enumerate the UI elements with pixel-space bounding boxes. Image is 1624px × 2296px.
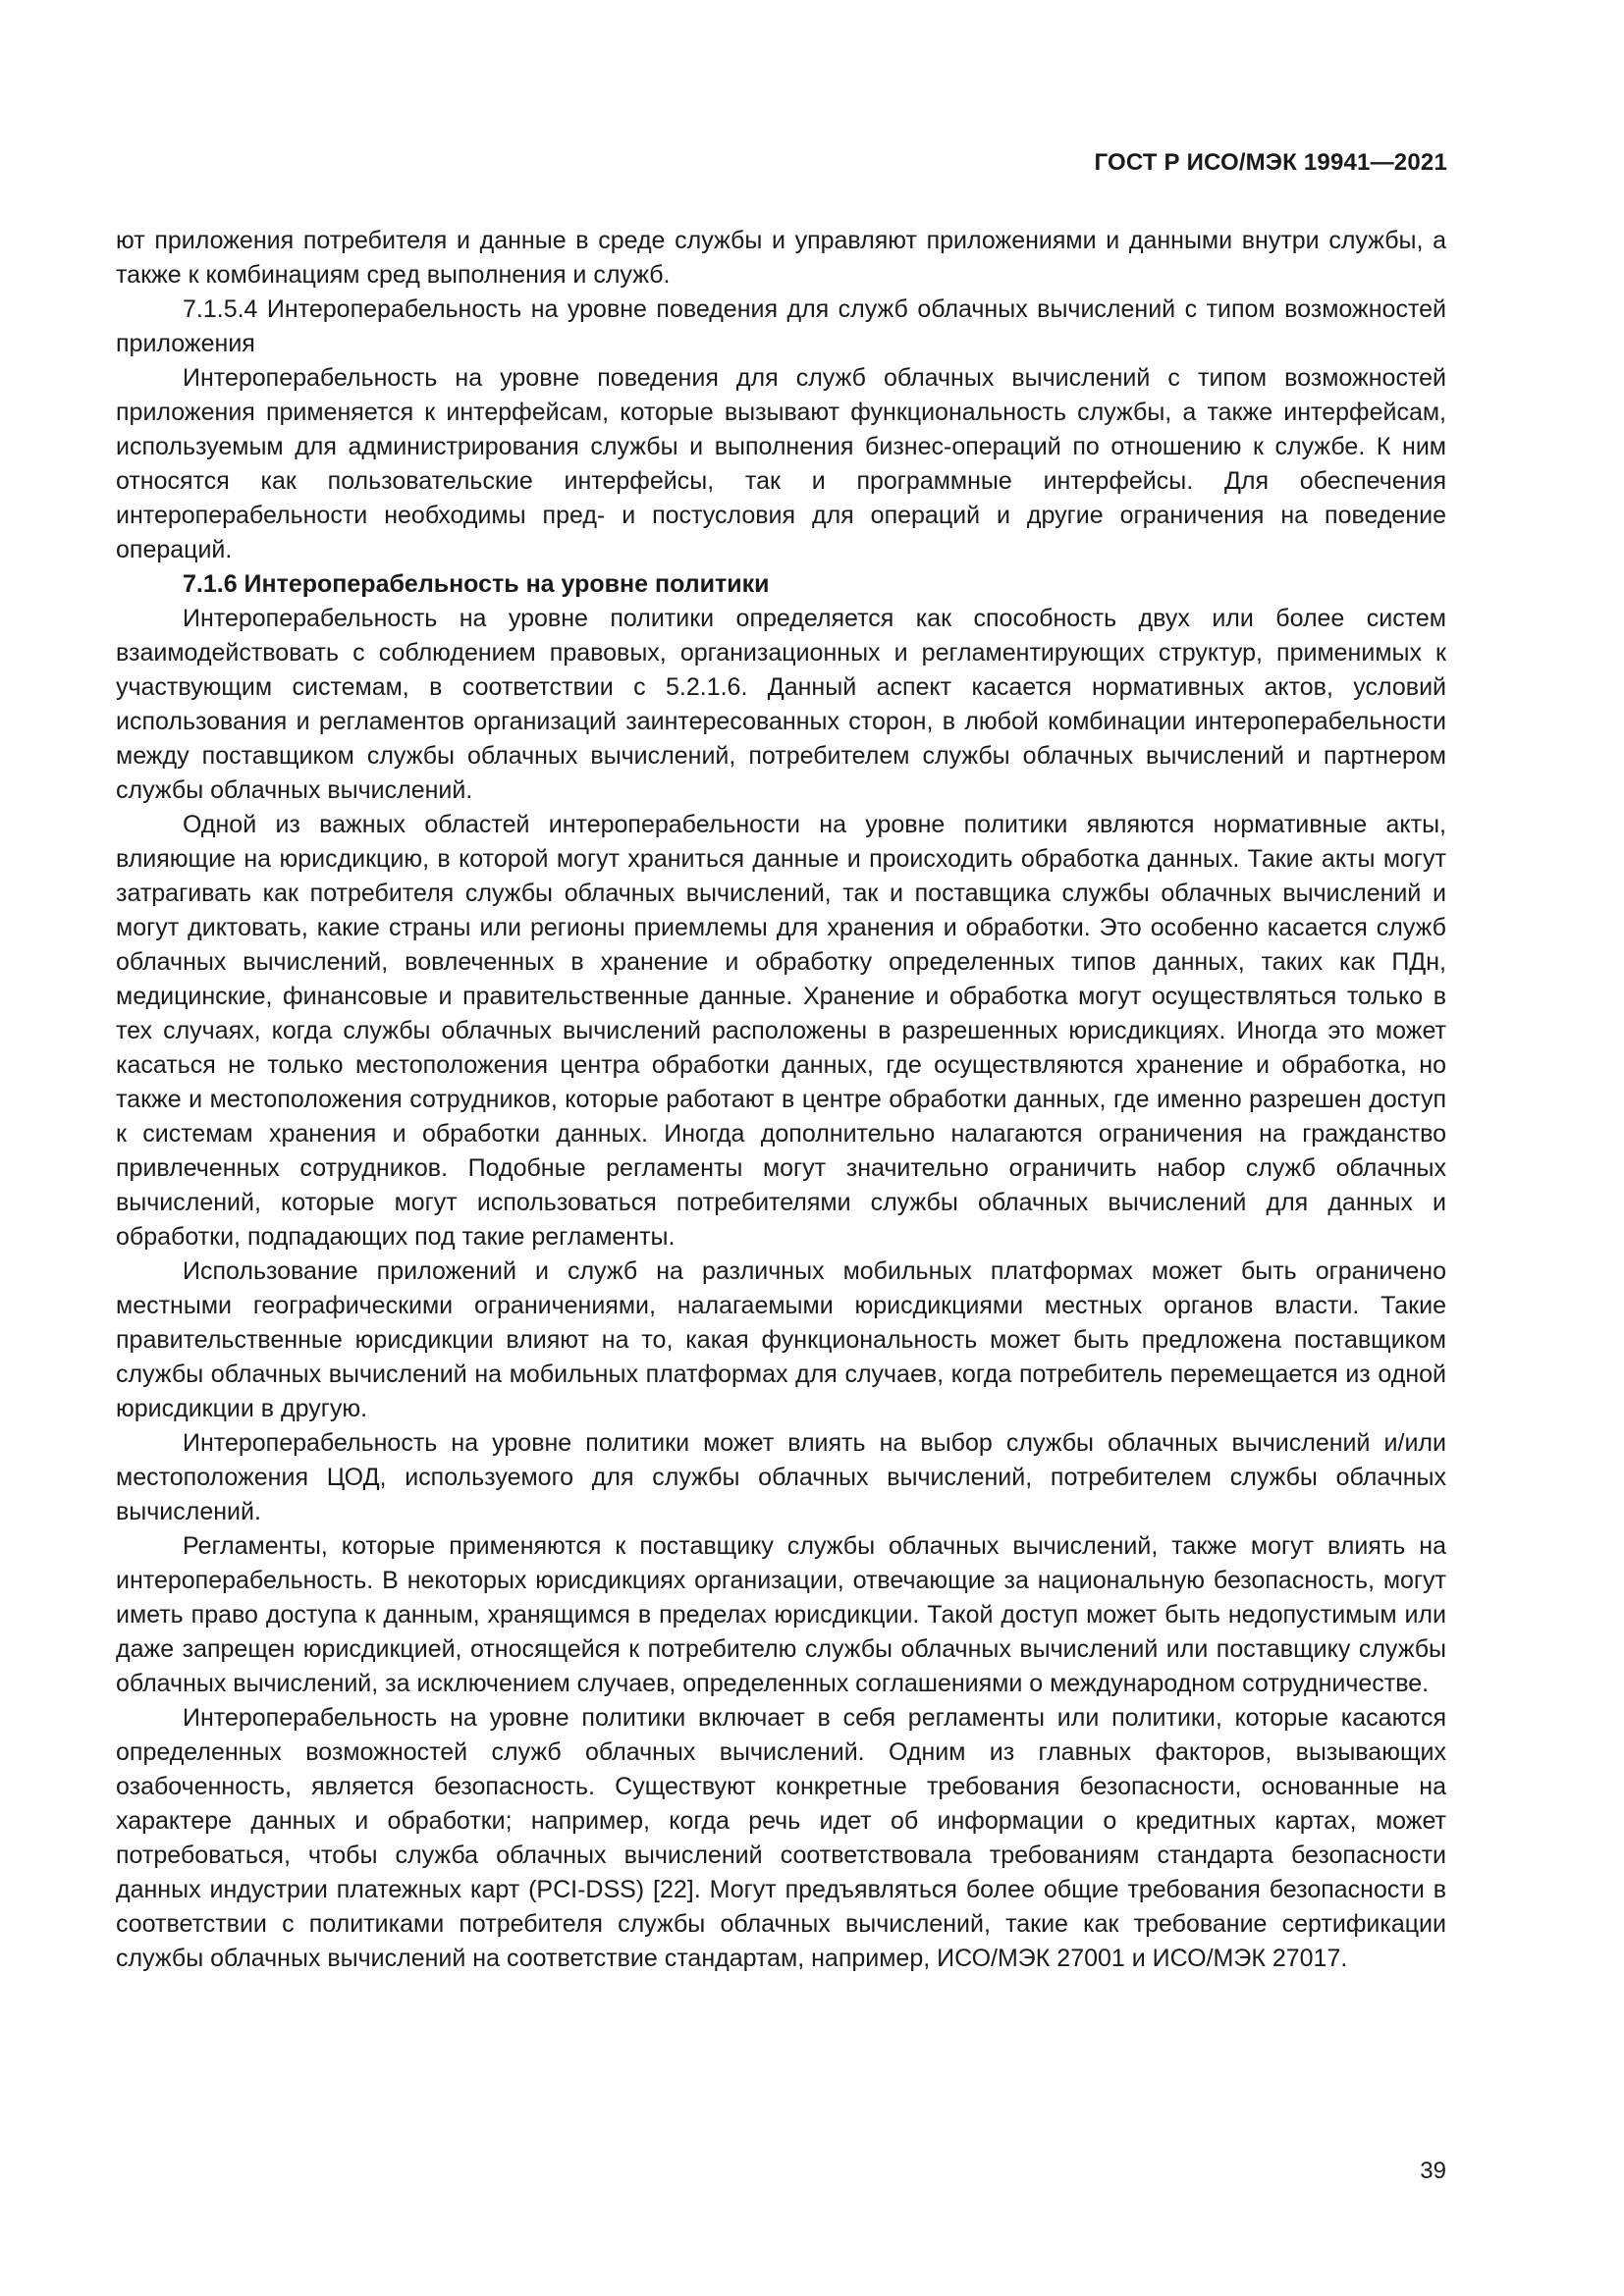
document-body bbox=[116, 224, 1446, 1976]
paragraph: Интероперабельность на уровне политики может влиять на выбор службы облачных вычислений и/или местоположения ЦОД, используемого для службы облачных вычислений, потребителем службы облачных вычислений. bbox=[116, 1429, 1446, 1525]
section-heading-7-1-6: 7.1.6 Интероперабельность на уровне политики bbox=[183, 570, 770, 598]
paragraph-continuation: ют приложения потребителя и данные в среде службы и управляют приложениями и данными внутри службы, а также к комбинациям сред выполнения и служб. bbox=[116, 227, 1446, 289]
paragraph: Использование приложений и служб на различных мобильных платформах может быть ограничено местными географическими ограничениями, налагаемыми юрисдикциями местных органов власти. Такие правительственные юрисдикции влияют на то, какая функциональность может быть предложена поставщиком службы облачных вычислений на мобильных платформах для случаев, когда потребитель перемещается из одной юрисдикции в другую. bbox=[116, 1257, 1446, 1422]
paragraph: Интероперабельность на уровне политики включает в себя регламенты или политики, которые касаются определенных возможностей служб облачных вычислений. Одним из главных факторов, вызывающих озабоченность, является безопасность. Существуют конкретные требования безопасности, основанные на характере данных и обработки; например, когда речь идет об информации о кредитных картах, может потребоваться, чтобы служба облачных вычислений соответствовала требованиям стандарта безопасности данных индустрии платежных карт (PCI-DSS) [22]. Могут предъявляться более общие требования безопасности в соответствии с политиками потребителя службы облачных вычислений, такие как требование сертификации службы облачных вычислений на соответствие стандартам, например, ИСО/МЭК 27001 и ИСО/МЭК 27017. bbox=[116, 1704, 1446, 1972]
paragraph: Интероперабельность на уровне политики определяется как способность двух или более систем взаимодействовать с соблюдением правовых, организационных и регламентирующих структур, применимых к участвующим системам, в соответствии с 5.2.1.6. Данный аспект касается нормативных актов, условий использования и регламентов организаций заинтересованных сторон, в любой комбинации интероперабельности между поставщиком службы облачных вычислений, потребителем службы облачных вычислений и партнером службы облачных вычислений. bbox=[116, 605, 1446, 804]
page-number: 39 bbox=[1420, 2158, 1446, 2184]
document-header: ГОСТ Р ИСО/МЭК 19941—2021 bbox=[1094, 149, 1447, 176]
paragraph: Одной из важных областей интероперабельности на уровне политики являются нормативные акты, влияющие на юрисдикцию, в которой могут храниться данные и происходить обработка данных. Такие акты могут затрагивать как потребителя службы облачных вычислений, так и поставщика службы облачных вычислений и могут диктовать, какие страны или регионы приемлемы для хранения и обработки. Это особенно касается служб облачных вычислений, вовлеченных в хранение и обработку определенных типов данных, таких как ПДн, медицинские, финансовые и правительственные данные. Хранение и обработка могут осуществляться только в тех случаях, когда службы облачных вычислений расположены в разрешенных юрисдикциях. Иногда это может касаться не только местоположения центра обработки данных, где осуществляются хранение и обработка, но также и местоположения сотрудников, которые работают в центре обработки данных, где именно разрешен доступ к системам хранения и обработки данных. Иногда дополнительно налагаются ограничения на гражданство привлеченных сотрудников. Подобные регламенты могут значительно ограничить набор служб облачных вычислений, которые могут использоваться потребителями службы облачных вычислений для данных и обработки, подпадающих под такие регламенты. bbox=[116, 811, 1446, 1251]
paragraph: Регламенты, которые применяются к поставщику службы облачных вычислений, также могут влиять на интероперабельность. В некоторых юрисдикциях организации, отвечающие за национальную безопасность, могут иметь право доступа к данным, хранящимся в пределах юрисдикции. Такой доступ может быть недопустимым или даже запрещен юрисдикцией, относящейся к потребителю службы облачных вычислений или поставщику службы облачных вычислений, за исключением случаев, определенных соглашениями о международном сотрудничестве. bbox=[116, 1532, 1446, 1697]
subsection-heading-7-1-5-4: 7.1.5.4 Интероперабельность на уровне поведения для служб облачных вычислений с типом возможностей приложения bbox=[116, 295, 1446, 357]
paragraph: Интероперабельность на уровне поведения для служб облачных вычислений с типом возможностей приложения применяется к интерфейсам, которые вызывают функциональность службы, а также интерфейсам, используемым для администрирования службы и выполнения бизнес-операций по отношению к службе. К ним относятся как пользовательские интерфейсы, так и программные интерфейсы. Для обеспечения интероперабельности необходимы пред- и постусловия для операций и другие ограничения на поведение операций. bbox=[116, 364, 1446, 563]
